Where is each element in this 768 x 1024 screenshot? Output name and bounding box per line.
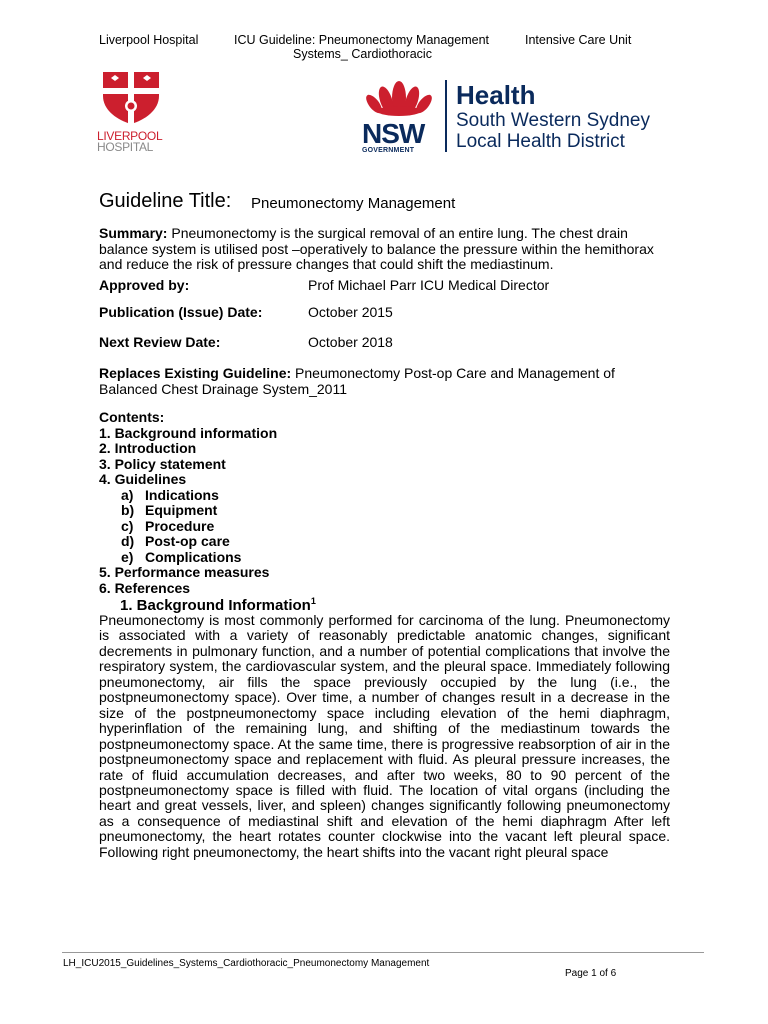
contents-item: 2. Introduction — [99, 440, 197, 456]
contents-heading: Contents: — [99, 409, 165, 425]
header-hospital: Liverpool Hospital — [99, 33, 199, 47]
district-line-1: South Western Sydney — [456, 110, 650, 131]
guideline-title-value: Pneumonectomy Management — [251, 195, 456, 212]
contents-subitem: d) Post-op care — [121, 533, 230, 549]
contents-item: 5. Performance measures — [99, 564, 270, 580]
replaces-paragraph — [99, 366, 672, 397]
publication-date-value: October 2015 — [308, 304, 393, 320]
summary-text: Pneumonectomy is the surgical removal of an entire lung. The chest drain balance system is utilised post –operatively to balance the pressure within the hemithorax and reduce the risk of pressure changes that could shift the mediastinum. — [99, 225, 654, 273]
footer-doc-id: LH_ICU2015_Guidelines_Systems_Cardiothoracic_Pneumonectomy Management — [63, 958, 430, 969]
header-system: Systems_ Cardiothoracic — [293, 47, 432, 61]
liverpool-logo-text-2: HOSPITAL — [97, 140, 154, 154]
guideline-title-label: Guideline Title: — [99, 190, 232, 212]
liverpool-crest-icon — [97, 70, 167, 126]
logo-divider — [445, 80, 447, 152]
replaces-label: Replaces Existing Guideline: — [99, 365, 292, 381]
nsw-government-logo — [362, 76, 438, 152]
publication-date-label: Publication (Issue) Date: — [99, 304, 263, 320]
nsw-logo-text: NSW — [362, 118, 425, 149]
contents-subitem: b) Equipment — [121, 502, 218, 518]
header-guideline: ICU Guideline: Pneumonectomy Management — [234, 33, 489, 47]
table-of-contents — [99, 410, 277, 596]
summary-label: Summary: — [99, 225, 168, 241]
footer-divider — [62, 952, 704, 953]
contents-item: 3. Policy statement — [99, 455, 226, 472]
contents-item: 4. Guidelines — [99, 471, 187, 487]
replaces-value: Pneumonectomy Post-op Care and Management of Balanced Chest Drainage System_2011 — [99, 365, 615, 397]
approved-by-value: Prof Michael Parr ICU Medical Director — [308, 277, 550, 293]
liverpool-hospital-logo — [97, 70, 167, 152]
contents-item: 6. References — [99, 579, 191, 596]
header-unit: Intensive Care Unit — [525, 33, 632, 47]
page-number: Page 1 of 6 — [565, 968, 617, 979]
health-logo-text: Health — [456, 80, 536, 110]
waratah-icon — [362, 76, 436, 116]
district-line-2: Local Health District — [456, 131, 625, 152]
review-date-value: October 2018 — [308, 334, 393, 350]
section-body: Pneumonectomy is most commonly performed for carcinoma of the lung. Pneumonectomy is associated with a variety of reasonably predictable anatomic changes, significant decrements in pulmonary function, and a number of potential complications that involve the respiratory system, the cardiovascular system, and the pleural space. Immediately following pneumonectomy, air fills the space previously occupied by the lung (i.e., the postpneumonectomy space). Over time, a number of changes result in a decrease in the size of the postpneumonectomy space including elevation of the hemi diaphragm, hyperinflation of the remaining lung, and shifting of the mediastinum towards the postpneumonectomy space. At the same time, there is progressive reabsorption of air in the postpneumonectomy space and replacement with fluid. As pleural pressure increases, the rate of fluid accumulation decreases, and after two weeks, 80 to 90 percent of the postpneumonectomy space is filled with fluid. The location of vital organs (including the heart and great vessels, liver, and spleen) changes significantly following pneumonectomy as a consequence of mediastinal shift and elevation of the hemi diaphragm After left pneumonectomy, the heart rotates counter clockwise into the vacant left pleural space. Following right pneumonectomy, the heart shifts into the vacant right pleural space — [99, 612, 670, 860]
footnote-ref: 1 — [310, 596, 316, 606]
liverpool-logo-text-1: LIVERPOOL — [97, 129, 163, 143]
contents-subitem: e) Complications — [121, 548, 242, 565]
summary-paragraph — [99, 226, 672, 273]
contents-subitem: c) Procedure — [121, 517, 215, 534]
nsw-government-text: GOVERNMENT — [362, 147, 415, 154]
section-heading: 1. Background Information$^1$ — [120, 596, 316, 614]
approved-by-label: Approved by: — [99, 277, 190, 293]
contents-subitem: a) Indications — [121, 486, 219, 503]
contents-item: 1. Background information — [99, 424, 278, 441]
review-date-label: Next Review Date: — [99, 334, 221, 350]
